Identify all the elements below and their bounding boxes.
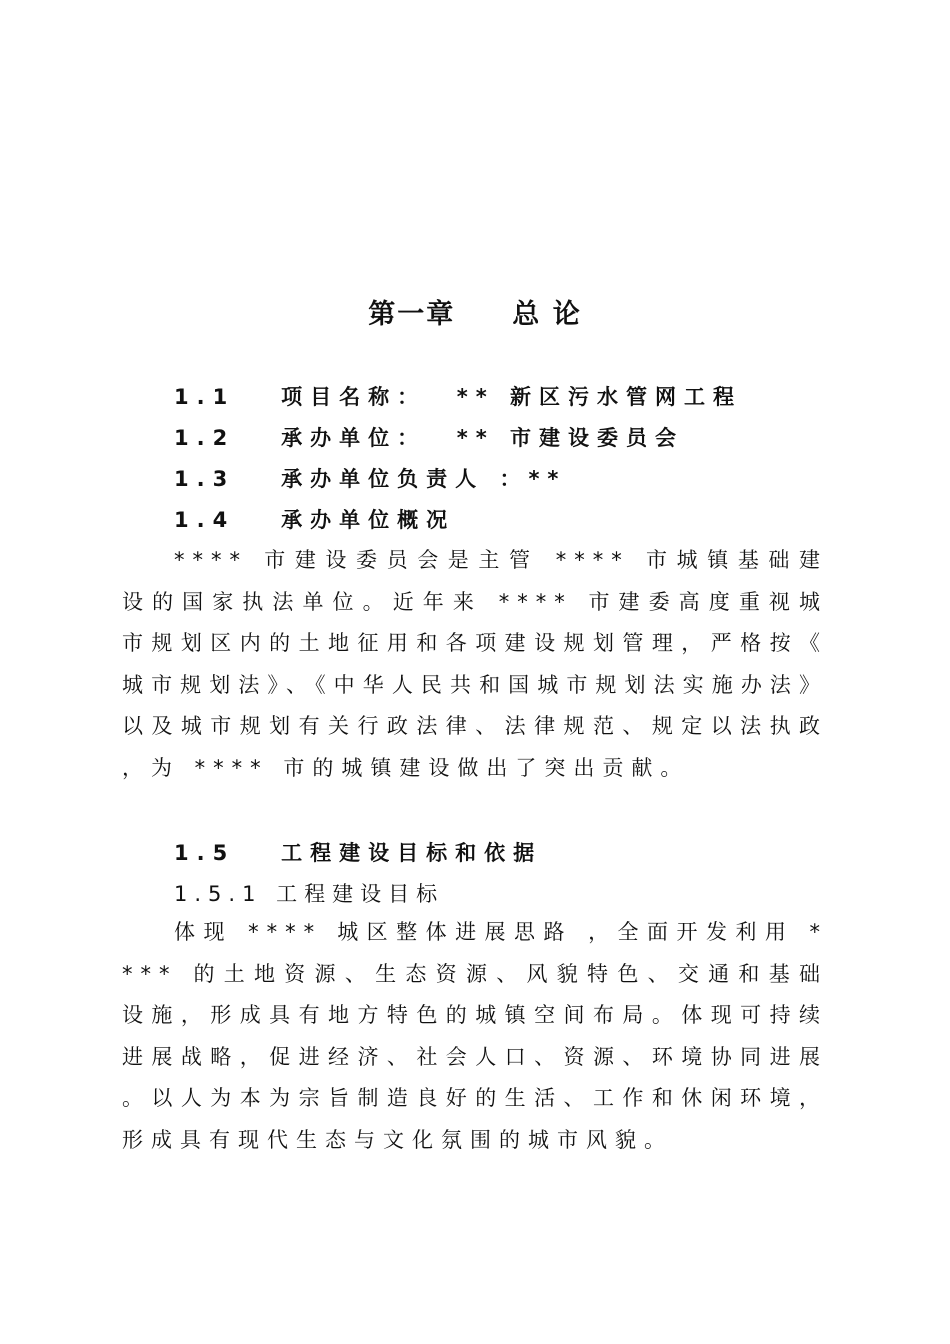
chapter-title: 第一章 总 论 xyxy=(368,299,582,330)
section-number: 1.2 xyxy=(174,426,236,450)
section-heading-1-4 xyxy=(174,504,455,534)
section-heading-1-2 xyxy=(174,422,684,452)
section-heading-1-1 xyxy=(174,381,742,411)
section-number: 1.4 xyxy=(174,508,236,532)
section-number: 1.5 xyxy=(174,841,236,865)
section-text: 承办单位负责人 ：** xyxy=(281,467,567,491)
section-number: 1.3 xyxy=(174,467,236,491)
section-text: 承办单位概况 xyxy=(281,508,456,532)
section-text: 承办单位： ** 市建设委员会 xyxy=(281,426,685,450)
section-text: 工程建设目标和依据 xyxy=(281,841,543,865)
section-number: 1.1 xyxy=(174,385,236,409)
paragraph-construction-goals: 体现 **** 城区整体进展思路 ，全面开发利用 **** 的土地资源、生态资源、风貌特色、交通和基础设施，形成具有地方特色的城镇空间布局。体现可持续进展战略，促进经济、社会人口、资源、环境协同进展。以人为本为宗旨制造良好的生活、工作和休闲环境，形成具有现代生态与文化氛围的城市风貌。 xyxy=(122,920,828,1152)
paragraph-unit-overview: **** 市建设委员会是主管 **** 市城镇基础建设的国家执法单位。近年来 **** 市建委高度重视城市规划区内的土地征用和各项建设规划管理，严格按《城市规划法》、《中华人民共和国城市规划法实施办法》以及城市规划有关行政法律、法律规范、规定以法执政，为 **** 市的城镇建设做出了突出贡献。 xyxy=(122,548,828,780)
section-heading-1-5 xyxy=(174,837,542,867)
subsection-heading-1-5-1: 1.5.1 工程建设目标 xyxy=(174,882,445,906)
section-text: 项目名称： ** 新区污水管网工程 xyxy=(281,385,743,409)
section-heading-1-3 xyxy=(174,463,566,493)
